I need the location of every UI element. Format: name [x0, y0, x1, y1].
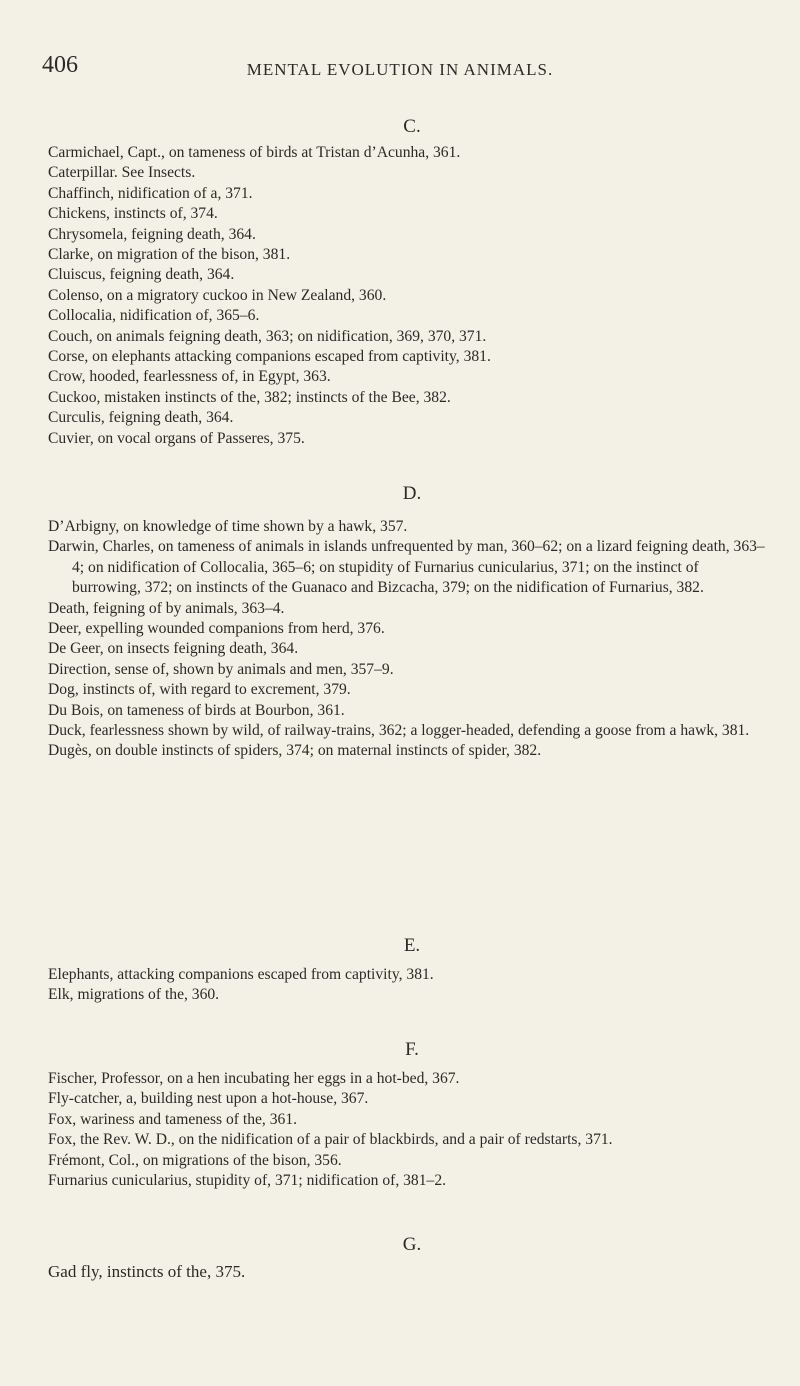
running-head: MENTAL EVOLUTION IN ANIMALS. [246, 60, 554, 79]
index-entry: Collocalia, nidification of, 365–6. [48, 307, 260, 325]
page-header [0, 52, 800, 92]
section-heading-e: E. [403, 935, 421, 956]
index-entry: Carmichael, Capt., on tameness of birds at Tristan d’Acunha, 361. [48, 144, 461, 161]
index-entry: Cuvier, on vocal organs of Passeres, 375. [48, 429, 305, 447]
index-entry: Frémont, Col., on migrations of the bison, 356. [48, 1151, 342, 1169]
section-c-entries [48, 143, 768, 449]
index-entry: Chaffinch, nidification of a, 371. [48, 184, 253, 202]
index-entry: Dog, instincts of, with regard to excrement, 379. [48, 681, 351, 699]
index-entry: Colenso, on a migratory cuckoo in New Zealand, 360. [48, 286, 387, 304]
section-f-entries [48, 1069, 768, 1191]
page-number: 406 [42, 52, 78, 78]
index-entry: Chrysomela, feigning death, 364. [48, 225, 256, 243]
index-entry: Crow, hooded, fearlessness of, in Egypt, 363. [48, 368, 331, 386]
index-entry: Furnarius cunicularius, stupidity of, 371; nidification of, 381–2. [48, 1172, 447, 1190]
index-entry: Corse, on elephants attacking companions escaped from captivity, 381. [48, 348, 491, 366]
index-entry: Fischer, Professor, on a hen incubating her eggs in a hot-bed, 367. [48, 1070, 460, 1087]
index-entry: Cuckoo, mistaken instincts of the, 382; instincts of the Bee, 382. [48, 388, 451, 406]
index-entry: Gad fly, instincts of the, 375. [48, 1262, 246, 1281]
index-entry: Cluiscus, feigning death, 364. [48, 266, 235, 284]
index-entry: Caterpillar. See Insects. [48, 164, 196, 182]
index-entry: Elephants, attacking companions escaped from captivity, 381. [48, 966, 434, 983]
index-entry: Curculis, feigning death, 364. [48, 409, 234, 427]
index-entry: Fox, the Rev. W. D., on the nidification of a pair of blackbirds, and a pair of redstarts, 371. [48, 1131, 613, 1149]
section-heading-c: C. [403, 116, 421, 137]
section-heading-f: F. [405, 1039, 419, 1060]
index-entry: Chickens, instincts of, 374. [48, 205, 218, 223]
index-entry: Duck, fearlessness shown by wild, of railway-trains, 362; a logger-headed, defending a goose from a hawk, 381. [48, 722, 750, 740]
section-heading-d: D. [402, 483, 422, 504]
index-entry: Darwin, Charles, on tameness of animals in islands unfrequented by man, 360–62; on a lizard feigning death, 363–4; on nidification of Collocalia, 365–6; on stupidity of Furnarius cunicularius, 371; on the instinct of burrowing, 372; on instincts of the Guanaco and Bizcacha, 379; on the nidification of Furnarius, 382. [48, 538, 765, 597]
section-d-entries [48, 517, 768, 762]
index-entry: Fly-catcher, a, building nest upon a hot-house, 367. [48, 1090, 369, 1108]
section-e-entries [48, 965, 768, 1006]
section-g-entries [48, 1262, 768, 1282]
section-heading-g: G. [402, 1234, 422, 1255]
index-entry: Elk, migrations of the, 360. [48, 986, 220, 1004]
index-entry: Dugès, on double instincts of spiders, 374; on maternal instincts of spider, 382. [48, 742, 542, 760]
index-entry: Fox, wariness and tameness of the, 361. [48, 1110, 298, 1128]
index-entry: Du Bois, on tameness of birds at Bourbon, 361. [48, 701, 345, 719]
index-entry: Clarke, on migration of the bison, 381. [48, 246, 291, 264]
index-entry: Direction, sense of, shown by animals and men, 357–9. [48, 660, 394, 678]
index-entry: D’Arbigny, on knowledge of time shown by a hawk, 357. [48, 518, 408, 535]
index-entry: Death, feigning of by animals, 363–4. [48, 599, 285, 617]
index-entry: Deer, expelling wounded companions from herd, 376. [48, 620, 385, 638]
index-entry: De Geer, on insects feigning death, 364. [48, 640, 299, 658]
index-entry: Couch, on animals feigning death, 363; on nidification, 369, 370, 371. [48, 327, 487, 345]
